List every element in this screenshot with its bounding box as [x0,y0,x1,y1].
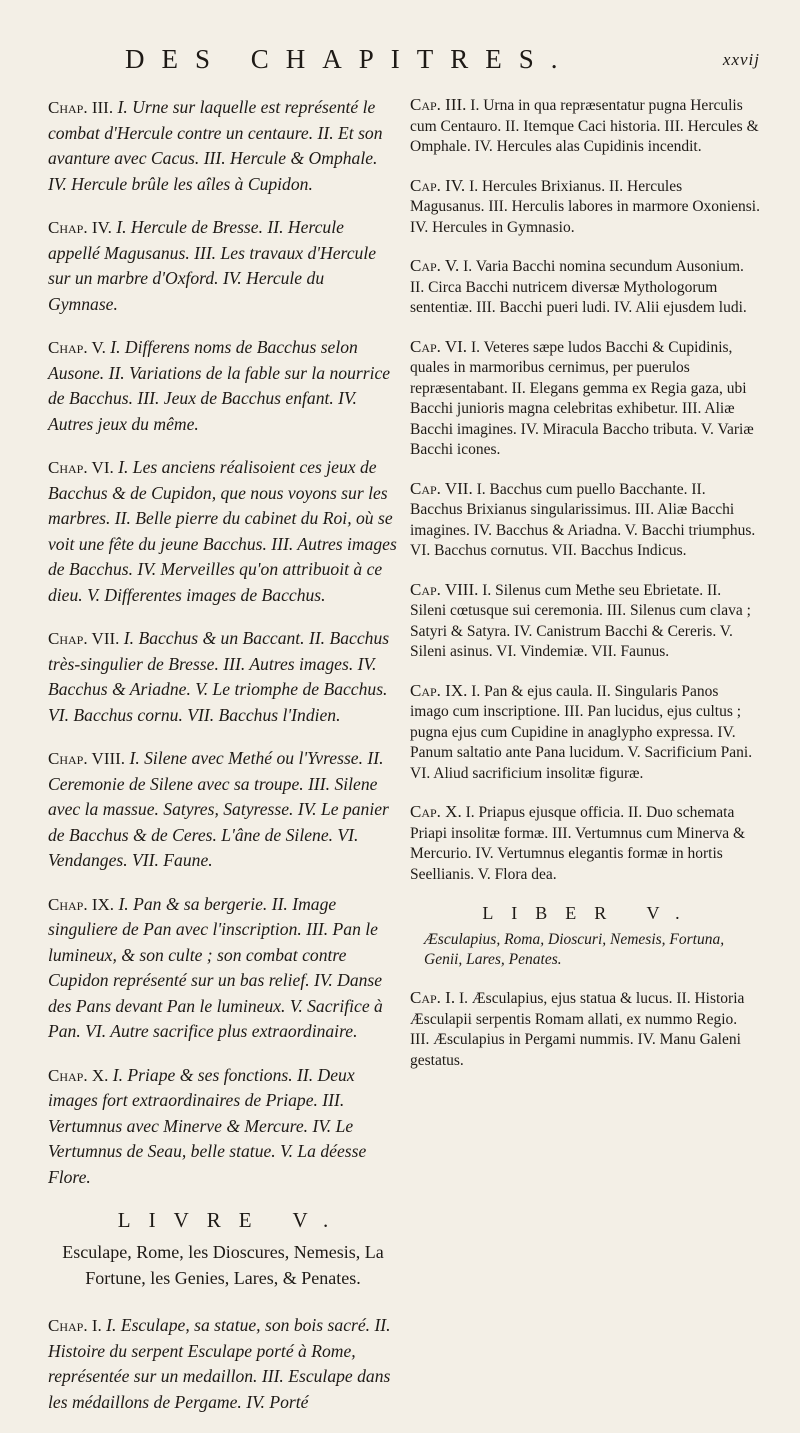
fr-entry-text: I. Les anciens réalisoient ces jeux de Bacchus & de Cupidon, que nous voyons sur les marbres. II. Belle pierre du cabinet du Roi, où se voit une fête du jeune Bacchus. III. Autres images de Bacchus. IV. Merveilles qu'on attribuoit à ce dieu. V. Differentes images de Bacchus. [48,457,397,605]
fr-entry-head: Chap. IV. [48,218,112,237]
la-entry-text: I. Bacchus cum puello Bacchante. II. Bacchus Brixianus singularissimus. III. Aliæ Bacchi imagines. IV. Bacchus & Ariadna. V. Bacchi triumphus. VI. Bacchus cornutus. VII. Bacchus Indicus. [410,480,756,559]
fr-entry-book5-chap-1 [48,1313,398,1415]
fr-entry-chap-5 [48,335,398,437]
la-entry-head: Cap. V. [410,256,460,275]
fr-entry-head: Chap. IX. [48,894,115,914]
la-entry-cap-10 [410,802,760,885]
french-column [48,95,398,1433]
la-entry-text: I. Urna in qua repræsentatur pugna Herculis cum Centauro. II. Itemque Caci historia. III. Hercules & Omphale. IV. Hercules alas Cupidinis incendit. [410,97,759,155]
la-entry-text: I. Hercules Brixianus. II. Hercules Magusanus. III. Herculis labores in marmore Oxoniensi. IV. Hercules in Gymnasio. [410,177,760,236]
la-entry-text: I. Priapus ejusque officia. II. Duo schemata Priapi insolitæ formæ. III. Vertumnus cum Minerva & Mercurio. IV. Vertumnus elegantis formæ in hortis Seellianis. V. Flora dea. [410,804,746,883]
fr-book-subtitle: Esculape, Rome, les Dioscures, Nemesis, La Fortune, les Genies, Lares, & Penates. [62,1242,384,1288]
fr-entry-text: I. Bacchus & un Baccant. II. Bacchus très-singulier de Bresse. III. Autres images. IV. Bacchus & Ariadne. V. Le triomphe de Bacchus. VI. Bacchus cornu. VII. Bacchus l'Indien. [48,628,390,725]
fr-entry-head: Chap. V. [48,338,106,357]
la-entry-head: Cap. X. [410,802,462,821]
la-entry-head: Cap. VIII. [410,579,479,599]
la-entry-head: Cap. I. [410,988,456,1007]
la-entry-cap-7 [410,479,760,562]
la-entry-text: I. Veteres sæpe ludos Bacchi & Cupidinis, quales in marmoribus cernimus, per puerulos repræsentabant. II. Elegans gemma ex Regia gaza, ubi Bacchi junioris magna celebritas exhibetur. III. Aliæ Bacchi imagines. IV. Miracula Baccho tributa. V. Variæ Bacchi icones. [410,338,754,458]
la-entry-cap-6 [410,337,760,461]
la-entry-cap-3 [410,95,760,158]
la-entry-text: I. Varia Bacchi nomina secundum Ausonium. II. Circa Bacchi nutricem diversæ Mythologorum sententiæ. III. Bacchi pueri ludi. IV. Alii ejusdem ludi. [410,258,747,316]
fr-entry-text: I. Urne sur laquelle est représenté le combat d'Hercule contre un centaure. II. Et son avanture avec Cacus. III. Hercule & Omphale. IV. Hercule brûle les aîles à Cupidon. [48,97,383,194]
latin-column [410,95,760,1089]
fr-entry-head: Chap. VII. [48,629,120,648]
fr-entry-chap-10 [48,1063,398,1191]
la-entry-cap-5 [410,256,760,319]
la-entry-text: I. Silenus cum Methe seu Ebrietate. II. Sileni cœtusque sui ceremonia. III. Silenus cum clava ; Satyri & Satyra. IV. Canistrum Bacchi & Cereris. V. Sileni asinus. VI. Vindemiæ. VII. Faunus. [410,581,751,660]
fr-entry-text: I. Priape & ses fonctions. II. Deux images fort extraordinaires de Priape. III. Vertumnus avec Minerve & Mercure. IV. Le Vertumnus de Seau, belle statue. V. La déesse Flore. [48,1064,367,1187]
la-entry-head: Cap. VI. [410,336,468,356]
running-title: DES CHAPITRES. [125,44,575,74]
fr-entry-head: Chap. III. [48,98,114,117]
la-entry-text: I. Pan & ejus caula. II. Singularis Panos imago cum inscriptione. III. Pan lucidus, ejus cultus ; pugna ejus cum Cupidine in anaglypho expressa. IV. Panum saltatio ante Pana lucidum. V. Sacrificium Pani. VI. Aliud sacrificium insolitæ figuræ. [410,682,753,782]
fr-entry-text: I. Pan & sa bergerie. II. Image singuliere de Pan avec l'inscription. III. Pan le lumineux, & son culte ; son combat contre Cupidon représenté sur un bas relief. IV. Danse des Pans devant Pan le lumineux. V. Sacrifice à Pan. VI. Autre sacrifice plus extraordinaire. [48,893,383,1041]
fr-entry-chap-8 [48,746,398,874]
la-entry-cap-9 [410,681,760,785]
la-entry-head: Cap. IX. [410,680,468,700]
la-entry-book5-cap-1 [410,988,760,1071]
la-entry-head: Cap. VII. [410,478,473,498]
fr-entry-head: Chap. X. [48,1065,109,1085]
la-entry-head: Cap. IV. [410,175,466,195]
la-entry-cap-4 [410,176,760,239]
fr-entry-text: I. Differens noms de Bacchus selon Ausone. II. Variations de la fable sur la nourrice de Bacchus. III. Jeux de Bacchus enfant. IV. Autres jeux du même. [48,337,391,434]
fr-entry-head: Chap. I. [48,1316,102,1335]
la-book-title: LIBER V. [482,903,698,923]
page-header [0,44,800,84]
fr-entry-head: Chap. VI. [48,458,114,477]
la-book-subtitle: Æsculapius, Roma, Dioscuri, Nemesis, Fortuna, Genii, Lares, Penates. [424,931,725,968]
fr-entry-head: Chap. VIII. [48,749,126,768]
page-number: xxvij [722,50,760,69]
fr-entry-chap-4 [48,215,398,317]
la-entry-cap-8 [410,580,760,663]
fr-entry-text: I. Silene avec Methé ou l'Yvresse. II. Ceremonie de Silene avec sa troupe. III. Silene avec la massue. Satyres, Satyresse. IV. Le panier de Bacchus & de Ceres. L'âne de Silene. VI. Vendanges. VII. Faune. [48,748,389,870]
fr-entry-chap-3 [48,95,398,197]
fr-entry-text: I. Hercule de Bresse. II. Hercule appellé Magusanus. III. Les travaux d'Hercule sur un marbre d'Oxford. IV. Hercule du Gymnase. [48,217,377,314]
la-entry-head: Cap. III. [410,95,467,114]
fr-entry-chap-6 [48,455,398,608]
fr-entry-chap-7 [48,626,398,728]
fr-book-title: LIVRE V. [117,1208,347,1232]
fr-entry-text: I. Esculape, sa statue, son bois sacré. II. Histoire du serpent Esculape porté à Rome, représentée sur un medaillon. III. Esculape dans les médaillons de Pergame. IV. Porté [48,1315,391,1412]
fr-entry-chap-9 [48,892,398,1045]
la-entry-text: I. Æsculapius, ejus statua & lucus. II. Historia Æsculapii serpentis Romam allati, ex nummo Regio. III. Æsculapius in Pergami nummis. IV. Manu Galeni gestatus. [410,990,745,1069]
